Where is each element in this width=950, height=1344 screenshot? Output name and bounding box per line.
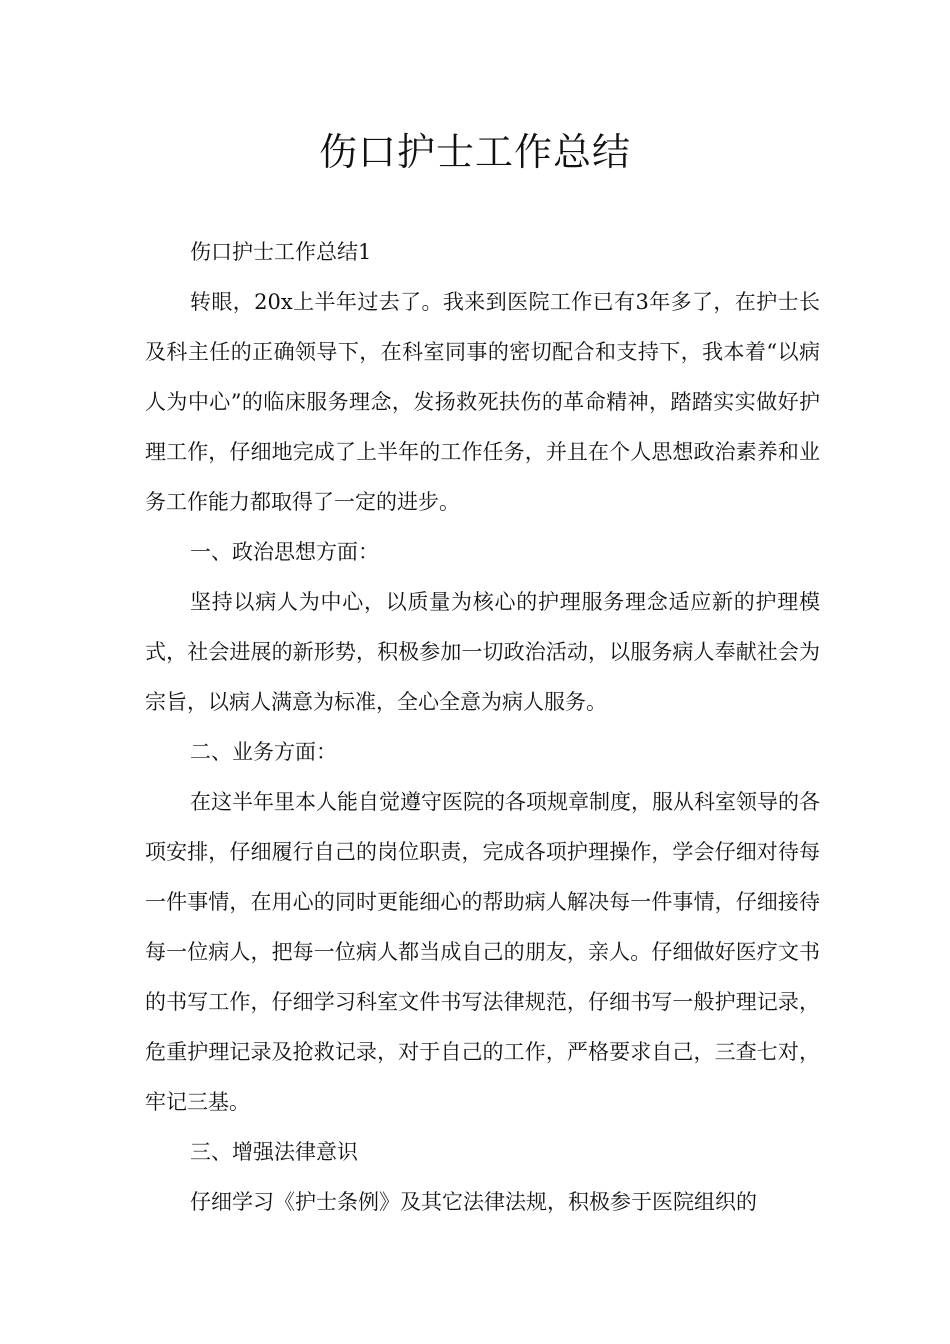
section-heading: 二、业务方面： xyxy=(190,740,337,764)
politics-paragraph: 坚持以病人为中心，以质量为核心的护理服务理念适应新的护理模式，社会进展的新形势，积极参加一切政治活动，以服务病人奉献社会为宗旨，以病人满意为标准，全心全意为病人服务。 xyxy=(145,590,820,714)
business-paragraph: 在这半年里本人能自觉遵守医院的各项规章制度，服从科室领导的各项安排，仔细履行自己的岗位职责，完成各项护理操作，学会仔细对待每一件事情，在用心的同时更能细心的帮助病人解决每一件事情，仔细接待每一位病人，把每一位病人都当成自己的朋友，亲人。仔细做好医疗文书的书写工作，仔细学习科室文件书写法律规范，仔细书写一般护理记录，危重护理记录及抢救记录，对于自己的工作，严格要求自己，三查七对，牢记三基。 xyxy=(145,790,820,1114)
document-body xyxy=(145,227,820,1227)
law-paragraph: 仔细学习《护士条例》及其它法律法规，积极参于医院组织的 xyxy=(190,1190,757,1214)
section-heading: 三、增强法律意识 xyxy=(190,1140,358,1164)
document-title: 伤口护士工作总结 xyxy=(318,130,631,174)
section-heading: 一、政治思想方面： xyxy=(190,540,379,564)
intro-paragraph: 转眼，20x上半年过去了。我来到医院工作已有3年多了，在护士长及科主任的正确领导下，在科室同事的密切配合和支持下，我本着“以病人为中心”的临床服务理念，发扬救死扶伤的革命精神，踏踏实实做好护理工作，仔细地完成了上半年的工作任务，并且在个人思想政治素养和业务工作能力都取得了一定的进步。 xyxy=(145,290,820,514)
section-heading: 伤口护士工作总结1 xyxy=(190,240,372,264)
